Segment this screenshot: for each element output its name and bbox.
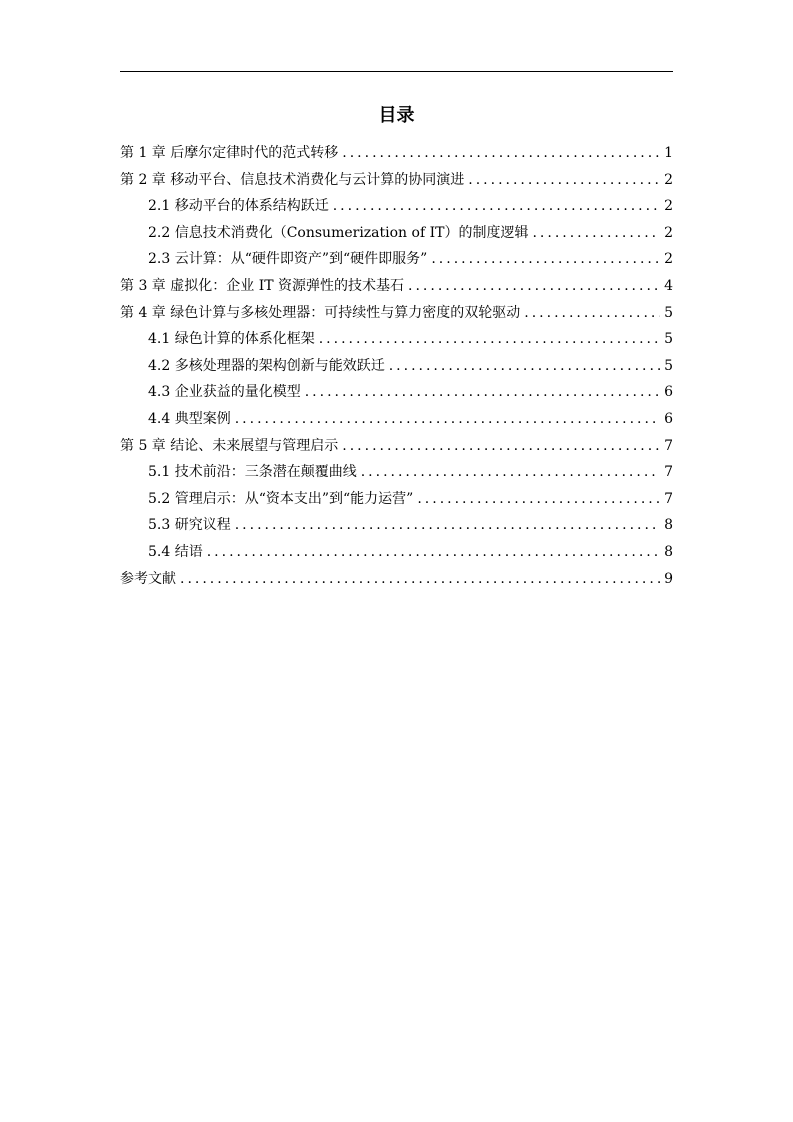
toc-entry[interactable] (120, 220, 673, 247)
toc-page-number: 7 (664, 464, 673, 481)
toc-entry-title: 第 5 章 结论、未来展望与管理启示 (120, 437, 339, 454)
toc-entry[interactable] (120, 273, 673, 300)
toc-entry[interactable] (120, 379, 673, 406)
toc-page-number: 6 (664, 384, 673, 401)
toc-entry-title: 第 4 章 绿色计算与多核处理器：可持续性与算力密度的双轮驱动 (120, 304, 521, 321)
dot-leader (431, 246, 660, 273)
dot-leader (207, 539, 660, 566)
toc-entry[interactable] (120, 167, 673, 194)
dot-leader (524, 300, 660, 327)
toc-entry[interactable] (120, 486, 673, 513)
table-of-contents (120, 140, 673, 592)
toc-entry-title: 5.4 结语 (148, 543, 203, 560)
dot-leader (342, 140, 660, 167)
toc-entry-title: 4.1 绿色计算的体系化框架 (148, 331, 315, 348)
toc-entry[interactable] (120, 539, 673, 566)
dot-leader (180, 566, 660, 593)
toc-entry-title: 第 2 章 移动平台、信息技术消费化与云计算的协同演进 (120, 171, 465, 188)
dot-leader (342, 433, 660, 460)
toc-entry-title: 5.3 研究议程 (148, 517, 231, 534)
toc-entry-title: 2.3 云计算：从“硬件即资产”到“硬件即服务” (148, 251, 428, 268)
dot-leader (532, 220, 660, 247)
toc-entry[interactable] (120, 300, 673, 327)
page-title: 目录 (378, 105, 415, 126)
toc-page-number: 5 (664, 331, 673, 348)
dot-leader (333, 193, 660, 220)
toc-entry-title: 4.2 多核处理器的架构创新与能效跃迁 (148, 357, 385, 374)
toc-entry[interactable] (120, 140, 673, 167)
dot-leader (468, 167, 660, 194)
toc-entry[interactable] (120, 459, 673, 486)
toc-entry[interactable] (120, 566, 673, 593)
toc-entry[interactable] (120, 353, 673, 380)
dot-leader (319, 326, 660, 353)
toc-entry-title: 4.4 典型案例 (148, 410, 231, 427)
toc-entry-title: 5.2 管理启示：从“资本支出”到“能力运营” (148, 490, 414, 507)
toc-entry-title: 5.1 技术前沿：三条潜在颠覆曲线 (148, 464, 357, 481)
toc-entry-title: 第 3 章 虚拟化：企业 IT 资源弹性的技术基石 (120, 277, 405, 294)
toc-entry[interactable] (120, 406, 673, 433)
dot-leader (389, 353, 660, 380)
toc-page-number: 1 (664, 145, 673, 161)
dot-leader (235, 512, 660, 539)
toc-page-number: 2 (664, 224, 673, 241)
toc-page-number: 7 (664, 437, 673, 454)
toc-page-number: 6 (664, 410, 673, 427)
toc-page-number: 8 (664, 543, 673, 560)
toc-page-number: 2 (664, 251, 673, 268)
toc-entry[interactable] (120, 193, 673, 220)
toc-entry[interactable] (120, 326, 673, 353)
toc-entry-title: 4.3 企业获益的量化模型 (148, 384, 301, 401)
dot-leader (361, 459, 660, 486)
dot-leader (305, 379, 660, 406)
toc-entry-title: 第 1 章 后摩尔定律时代的范式转移 (120, 145, 339, 161)
toc-entry[interactable] (120, 246, 673, 273)
toc-entry-title: 2.1 移动平台的体系结构跃迁 (148, 198, 329, 215)
toc-entry-title: 2.2 信息技术消费化（Consumerization of IT）的制度逻辑 (148, 224, 529, 241)
header-rule (120, 71, 673, 72)
toc-entry[interactable] (120, 433, 673, 460)
dot-leader (417, 486, 660, 513)
toc-page-number: 4 (664, 277, 673, 294)
toc-page-number: 2 (664, 171, 673, 188)
dot-leader (235, 406, 660, 433)
toc-page-number: 2 (664, 198, 673, 215)
dot-leader (408, 273, 660, 300)
toc-page-number: 5 (664, 357, 673, 374)
toc-page-number: 8 (664, 517, 673, 534)
toc-page-number: 9 (664, 570, 673, 587)
toc-entry[interactable] (120, 512, 673, 539)
toc-entry-title: 参考文献 (120, 570, 176, 587)
toc-page-number: 7 (664, 490, 673, 507)
toc-page-number: 5 (664, 304, 673, 321)
